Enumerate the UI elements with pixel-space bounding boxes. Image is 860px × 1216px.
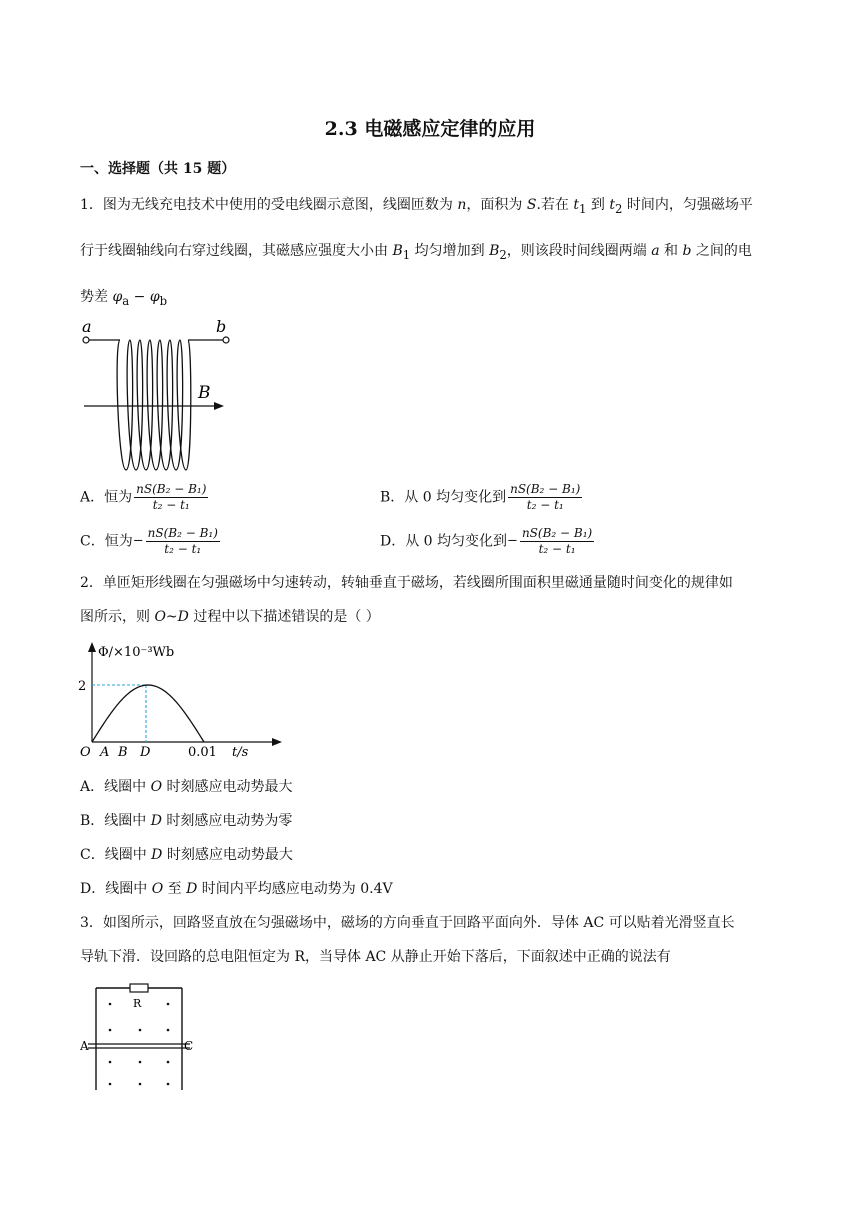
y-tick-2: 2 [78, 679, 87, 694]
q3-line1: 3．如图所示，回路竖直放在匀强磁场中，磁场的方向垂直于回路平面向外．导体 AC 可以贴着光滑竖直长 [80, 915, 735, 931]
circuit-figure [80, 978, 200, 1094]
q1-line1: 1．图为无线充电技术中使用的受电线圈示意图，线圈匝数为 n，面积为 S.若在 $t_1$ 到 $t_2$ 时间内，匀强磁场平 [80, 197, 753, 216]
resistor [130, 984, 148, 992]
flux-chart [74, 640, 294, 760]
coil-label-b: b [216, 318, 227, 336]
y-axis-arrow [88, 642, 96, 652]
q1-option-b[interactable]: B．从 0 均匀变化到 $\frac{\text{nS(B₂ − B₁)}}{\text{t₂ − t₁}}$ [380, 482, 581, 512]
label-C: C [184, 1039, 194, 1053]
q2-option-a[interactable]: A．线圈中 O 时刻感应电动势最大 [80, 779, 293, 795]
flux-curve [92, 685, 204, 742]
coil-turns [117, 340, 191, 470]
field-arrowhead [214, 402, 224, 410]
q2-option-d[interactable]: D．线圈中 O 至 D 时间内平均感应电动势为 0.4V [80, 881, 393, 897]
coil-label-a: a [82, 318, 92, 336]
q1-option-d[interactable]: D．从 0 均匀变化到− $\frac{\text{nS(B₂ − B₁)}}{\text{t₂ − t₁}}$ [380, 526, 593, 556]
x-axis-arrow [272, 738, 282, 746]
chart-ylabel: Φ/×10⁻³Wb [98, 645, 175, 660]
label-A: A [80, 1039, 89, 1053]
x-tick-A: A [100, 745, 110, 760]
q2-line1: 2．单匝矩形线圈在匀强磁场中匀速转动，转轴垂直于磁场，若线圈所围面积里磁通量随时间变化的规律如 [80, 575, 733, 591]
q2-option-c[interactable]: C．线圈中 D 时刻感应电动势最大 [80, 847, 293, 863]
q1-line3: 势差 $\varphi_a - \varphi_b$ [80, 289, 168, 308]
q2-line2: 图所示，则 O~D 过程中以下描述错误的是（ ） [80, 609, 380, 625]
x-tick-O: O [80, 745, 91, 760]
chart-xlabel: t/s [232, 745, 249, 760]
x-tick-D: D [140, 745, 151, 760]
coil-figure [78, 318, 238, 478]
q1-option-c[interactable]: C．恒为− $\frac{\text{nS(B₂ − B₁)}}{\text{t₂ − t₁}}$ [80, 526, 218, 556]
x-tick-001: 0.01 [188, 745, 217, 760]
q2-option-b[interactable]: B．线圈中 D 时刻感应电动势为零 [80, 813, 293, 829]
terminal-b [223, 337, 229, 343]
terminal-a [83, 337, 89, 343]
resistor-label: R [133, 997, 142, 1010]
q1-option-a[interactable]: A．恒为 $\frac{\text{nS(B₂ − B₁)}}{\text{t₂ − t₁}}$ [80, 482, 207, 512]
q1-line2: 行于线圈轴线向右穿过线圈，其磁感应强度大小由 $B_1$ 均匀增加到 $B_2$，则该段时间线圈两端 a 和 b 之间的电 [80, 243, 752, 262]
q3-line2: 导轨下滑．设回路的总电阻恒定为 R，当导体 AC 从静止开始下落后，下面叙述中正确的说法有 [80, 949, 671, 965]
section-heading: 一、选择题（共 15 题） [80, 161, 236, 177]
x-tick-B: B [118, 745, 128, 760]
page-title: 2.3 电磁感应定律的应用 [324, 118, 536, 140]
field-label-B: B [198, 383, 211, 403]
